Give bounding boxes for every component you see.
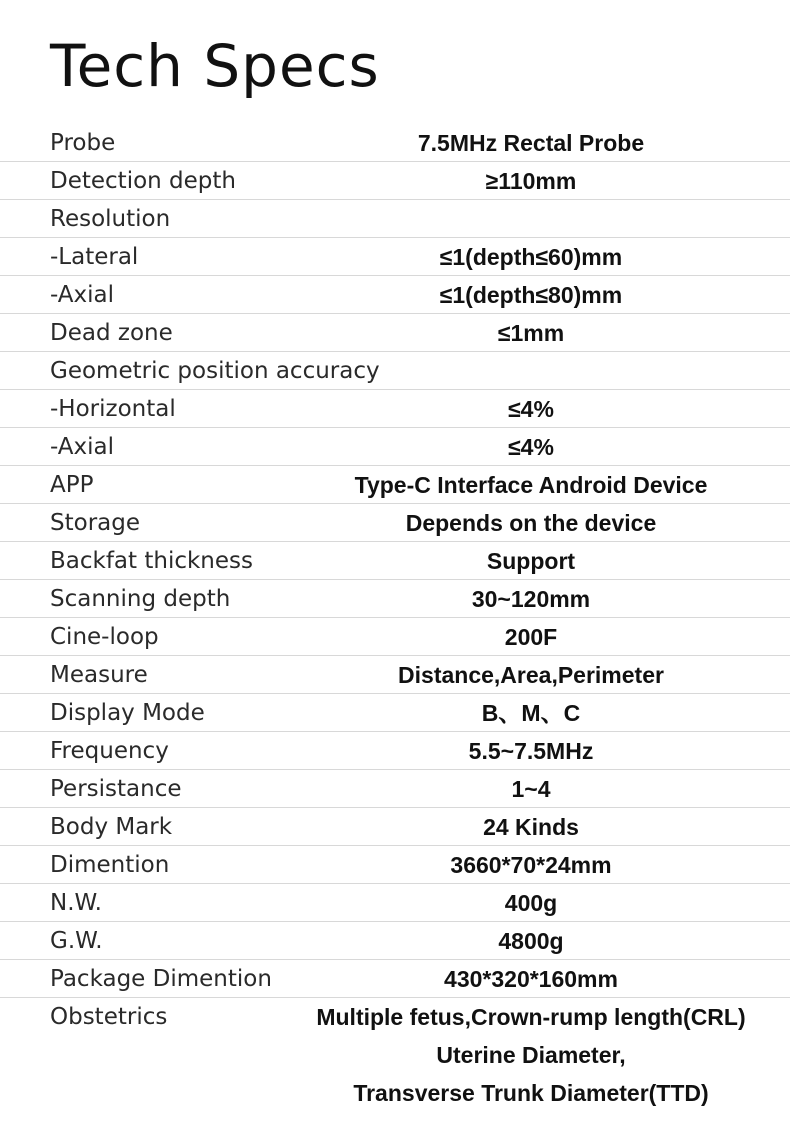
spec-value: Distance,Area,Perimeter <box>398 661 664 688</box>
spec-row-display-mode <box>0 694 790 732</box>
obstetrics-line: Uterine Diameter, <box>436 1042 626 1068</box>
spec-label: N.W. <box>50 889 102 916</box>
spec-label: Backfat thickness <box>50 547 254 574</box>
spec-value: B、M、C <box>481 699 581 726</box>
spec-value: ≤1mm <box>497 319 565 346</box>
spec-label: -Axial <box>50 433 115 460</box>
spec-row-persistance <box>0 770 790 808</box>
spec-value: Depends on the device <box>405 509 657 536</box>
spec-label: Cine-loop <box>50 623 159 650</box>
spec-value: 5.5~7.5MHz <box>468 737 594 764</box>
spec-label: -Axial <box>50 281 115 308</box>
spec-label: Storage <box>50 509 140 536</box>
spec-row-lateral <box>0 238 790 276</box>
spec-value: ≤4% <box>508 433 554 460</box>
spec-row-axial-accuracy <box>0 428 790 466</box>
spec-row-storage <box>0 504 790 542</box>
spec-row-resolution <box>0 200 790 238</box>
spec-value: ≤4% <box>508 395 554 422</box>
spec-row-app <box>0 466 790 504</box>
spec-value: Support <box>486 547 576 574</box>
spec-value: 3660*70*24mm <box>450 851 612 878</box>
spec-label: -Lateral <box>50 243 139 270</box>
spec-value: 1~4 <box>511 775 551 802</box>
spec-label: Geometric position accuracy <box>50 357 380 384</box>
spec-row-probe <box>0 124 790 162</box>
obstetrics-line: Multiple fetus,Crown-rump length(CRL) <box>316 1004 746 1030</box>
spec-row-dead-zone <box>0 314 790 352</box>
spec-value: ≥110mm <box>485 167 577 194</box>
spec-label: Detection depth <box>50 167 236 194</box>
spec-row-package-dimention <box>0 960 790 998</box>
spec-value: 430*320*160mm <box>444 965 618 992</box>
spec-table <box>0 124 790 1112</box>
spec-row-net-weight <box>0 884 790 922</box>
spec-value: 24 Kinds <box>483 813 579 840</box>
spec-label: Display Mode <box>50 699 205 726</box>
spec-row-dimention <box>0 846 790 884</box>
spec-row-frequency <box>0 732 790 770</box>
spec-label: APP <box>50 471 94 498</box>
spec-row-gross-weight <box>0 922 790 960</box>
spec-label: Body Mark <box>50 813 173 840</box>
spec-label: Resolution <box>50 205 171 232</box>
spec-row-geometric-accuracy <box>0 352 790 390</box>
spec-label: Persistance <box>50 775 182 802</box>
spec-value: Type-C Interface Android Device <box>354 471 708 498</box>
spec-value: ≤1(depth≤60)mm <box>439 243 623 270</box>
spec-label: Obstetrics <box>50 1004 168 1030</box>
spec-label: Frequency <box>50 737 169 764</box>
spec-label: Measure <box>50 661 148 688</box>
spec-value: 400g <box>504 889 558 916</box>
spec-row-measure <box>0 656 790 694</box>
spec-row-axial-resolution <box>0 276 790 314</box>
spec-value: ≤1(depth≤80)mm <box>439 281 623 308</box>
spec-row-scanning-depth <box>0 580 790 618</box>
obstetrics-line: Transverse Trunk Diameter(TTD) <box>353 1080 709 1106</box>
spec-row-backfat <box>0 542 790 580</box>
spec-value: 30~120mm <box>471 585 591 612</box>
spec-row-obstetrics <box>0 998 790 1112</box>
spec-row-body-mark <box>0 808 790 846</box>
spec-value <box>280 998 790 1112</box>
spec-label: Dimention <box>50 851 170 878</box>
spec-value: 4800g <box>498 927 564 954</box>
spec-value: 7.5MHz Rectal Probe <box>417 129 645 156</box>
spec-label: -Horizontal <box>50 395 176 422</box>
spec-label: Dead zone <box>50 319 173 346</box>
spec-value: 200F <box>504 623 558 650</box>
spec-label: Package Dimention <box>50 965 272 992</box>
spec-label: G.W. <box>50 927 103 954</box>
spec-label: Probe <box>50 129 116 156</box>
page-title: Tech Specs <box>50 32 380 100</box>
spec-row-cine-loop <box>0 618 790 656</box>
spec-label: Scanning depth <box>50 585 231 612</box>
spec-row-horizontal <box>0 390 790 428</box>
spec-row-detection-depth <box>0 162 790 200</box>
